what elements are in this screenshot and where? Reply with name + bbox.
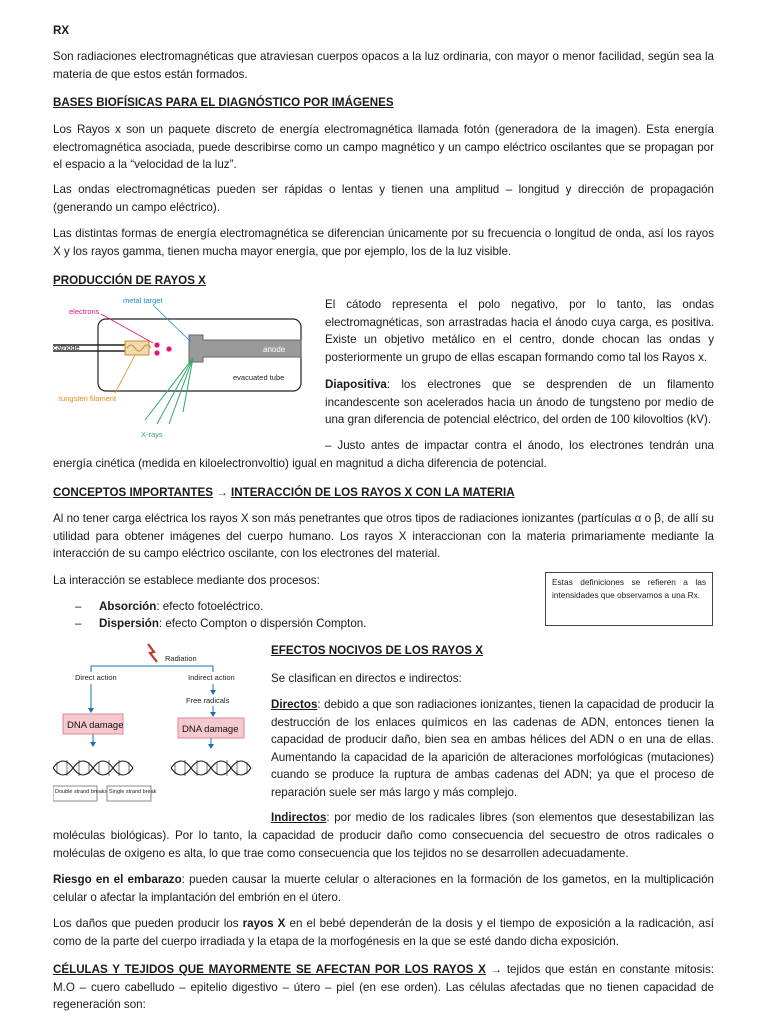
list-item: – Dispersión: efecto Compton o dispersión Compton. xyxy=(75,617,367,630)
conceptos-heading: CONCEPTOS IMPORTANTES → INTERACCIÓN DE LOS RAYOS X CON LA MATERIA xyxy=(53,486,515,499)
tungsten-filament-coil xyxy=(125,341,149,355)
electron-dot xyxy=(154,350,159,355)
electron-dot xyxy=(154,342,159,347)
dna-helix-left xyxy=(53,760,133,776)
dna-damage-label: DNA damage xyxy=(67,720,124,731)
indirectos-paragraph-b: moléculas biológicas). Por lo tanto, la capacidad de producir daño como consecuencia del secuestro de otros radicales o moléculas de oxigeno es alta, lo que trae como consecuencia que los tejidos no se desarrollen adecuadamente. xyxy=(53,829,714,860)
bases-paragraph-2: Las ondas electromagnéticas pueden ser rápidas o lentas y tienen una amplitud – longitud y dirección de propagación (generando un campo eléctrico). xyxy=(53,183,714,214)
note-box: Estas definiciones se refieren a las intensidades que observamos a una Rx. xyxy=(545,572,713,626)
electron-dot xyxy=(166,346,171,351)
celulas-paragraph: CÉLULAS Y TEJIDOS QUE MAYORMENTE SE AFECTAN POR LOS RAYOS X → tejidos que están en constante mitosis: M.O – cuero cabelludo – epitelio digestivo – útero – piel (en ese orden). Las células afectadas que no tienen capacidad de regeneración son: xyxy=(53,963,714,1011)
cathode-label: cathode xyxy=(53,343,80,352)
dna-helix-right xyxy=(171,760,251,776)
xrays-label: X-rays xyxy=(141,430,163,439)
evacuated-tube-label: evacuated tube xyxy=(233,373,285,382)
indirect-action-label: Indirect action xyxy=(188,673,235,682)
indirectos-paragraph-a: Indirectos: por medio de los radicales libres (son elementos que desestabilizan las xyxy=(271,811,714,824)
conceptos-paragraph-1: Al no tener carga eléctrica los rayos X son más penetrantes que otros tipos de radiaciones ionizantes (partículas α o β, de allí su utilidad para obtener imágenes del cuerpo humano. Los rayos X interaccionan con la materia primariamente mediante la interacción de su campo eléctrico oscilante, con los electrones del material. xyxy=(53,512,714,560)
bases-paragraph-1: Los Rayos x son un paquete discreto de energía electromagnética llamada fotón (generadora de la imagen). Esta energía electromagnética asociada, puede describirse como un campo magnético y un campo eléctrico oscilantes que se propagan por el espacio a la “velocidad de la luz”. xyxy=(53,123,714,171)
double-strand-label: Double strand breaks xyxy=(55,789,108,795)
bases-paragraph-3: Las distintas formas de energía electromagnética se diferencian únicamente por su frecuencia o longitud de onda, así los rayos X y los rayos gamma, tienen mucha mayor energía, que por ejemplo, los de la luz visible. xyxy=(53,227,714,258)
page-title: RX xyxy=(53,24,70,37)
conceptos-paragraph-2: La interacción se establece mediante dos procesos: xyxy=(53,574,320,587)
metal-target-label: metal target xyxy=(123,296,163,305)
intro-paragraph: Son radiaciones electromagnéticas que atraviesan cuerpos opacos a la luz ordinaria, con mayor o menor facilidad, según sea la materia de que estos están formados. xyxy=(53,50,714,81)
directos-paragraph: Directos: debido a que son radiaciones ionizantes, tienen la capacidad de producir la destrucción de los enlaces químicos en las cadenas de ADN, entonces tienen la capacidad de producir daño, bien sea en ambas hélices del ADN o en una de ellas. Aumentando la capacidad de la aparición de alteraciones morfológicas (mutaciones) cuando se produce la ruptura de ambas cadenas del ADN; ya que el proceso de reparación suele ser más largo y más complejo. xyxy=(271,698,714,799)
xray-tube-diagram xyxy=(53,292,315,440)
electrons-label: electrons xyxy=(69,307,100,316)
bases-heading: BASES BIOFÍSICAS PARA EL DIAGNÓSTICO POR IMÁGENES xyxy=(53,96,394,109)
single-strand-label: Single strand break xyxy=(109,789,157,795)
free-radicals-label: Free radicals xyxy=(186,696,230,705)
embarazo-paragraph: Riesgo en el embarazo: pueden causar la muerte celular o alteraciones en la formación de los gametos, en la multiplicación celular o afectar la implantación del embrión en el útero. xyxy=(53,873,714,904)
dna-damage-label: DNA damage xyxy=(182,724,239,735)
efectos-heading: EFECTOS NOCIVOS DE LOS RAYOS X xyxy=(271,644,483,657)
produccion-paragraph-3b: energía cinética (medida en kiloelectronvoltio) igual en magnitud a dicha diferencia de potencial. xyxy=(53,457,547,470)
radiation-bolt-icon xyxy=(148,644,157,662)
produccion-paragraph-2: Diapositiva: los electrones que se desprenden de un filamento incandescente son acelerados hacia un ánodo de tungsteno por medio de una gran diferencia de potencial eléctrico, del orden de 100 kilovoltios (kV). xyxy=(325,378,714,426)
radiation-label: Radiation xyxy=(165,654,197,663)
direct-action-label: Direct action xyxy=(75,673,117,682)
tungsten-filament-label: tungsten filament xyxy=(59,394,117,403)
anode-label: anode xyxy=(263,345,286,354)
efectos-intro: Se clasifican en directos e indirectos: xyxy=(271,672,462,685)
produccion-heading: PRODUCCIÓN DE RAYOS X xyxy=(53,274,206,287)
produccion-paragraph-3a: – Justo antes de impactar contra el ánodo, los electrones tendrán una xyxy=(325,439,714,452)
danos-paragraph: Los daños que pueden producir los rayos X en el bebé dependerán de la dosis y el tiempo de exposición a la radicación, así como de la parte del cuerpo irradiada y la etapa de la morfogénesis en la que se esté dando dicha exposición. xyxy=(53,917,714,948)
produccion-paragraph-1: El cátodo representa el polo negativo, por lo tanto, las ondas electromagnéticas, son arrastradas hacia el ánodo cuya carga, es positiva. Existe un objetivo metálico en el centro, donde chocan las ondas y posteriormente un grupo de ellas escapan formando como tal los Rayos x. xyxy=(325,298,714,364)
list-item: – Absorción: efecto fotoeléctrico. xyxy=(75,600,264,613)
radiation-damage-diagram xyxy=(53,640,265,802)
